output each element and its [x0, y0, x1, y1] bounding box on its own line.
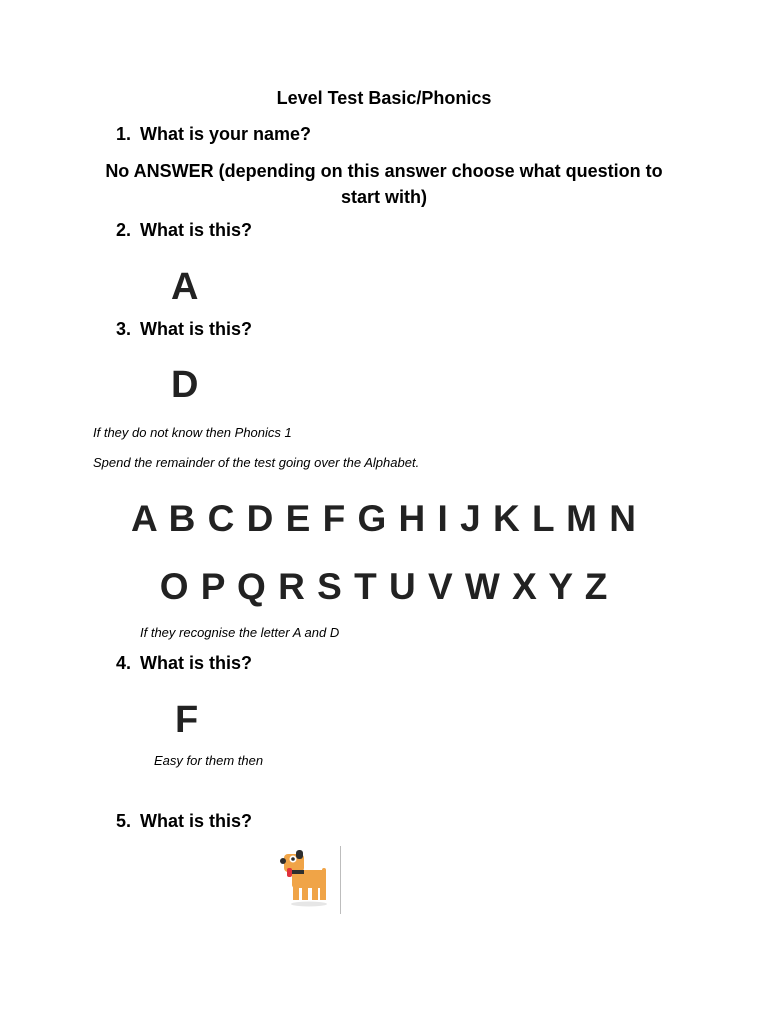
question-5-number: 5. — [116, 811, 132, 831]
question-3-number: 3. — [116, 319, 132, 339]
note-easy: Easy for them then — [154, 753, 264, 768]
question-3-text: What is this? — [140, 319, 252, 339]
alphabet-row-2: O P Q R S T U V W X Y Z — [159, 566, 609, 607]
question-3 — [116, 319, 252, 340]
document-title: Level Test Basic/Phonics — [276, 88, 492, 108]
image-divider — [340, 846, 341, 914]
question-4-text: What is this? — [140, 653, 252, 673]
question-1-text: What is your name? — [140, 124, 312, 144]
no-answer-instruction: No ANSWER (depending on this answer choose what question to start with) — [105, 161, 663, 207]
dog-icon — [278, 848, 332, 910]
question-5 — [116, 811, 252, 832]
question-5-text: What is this? — [140, 811, 252, 831]
question-1 — [116, 124, 311, 145]
question-4-number: 4. — [116, 653, 132, 673]
dog-picture — [278, 848, 332, 910]
note-alphabet-review: Spend the remainder of the test going over the Alphabet. — [93, 455, 420, 470]
question-2-text: What is this? — [140, 220, 252, 240]
question-1-number: 1. — [116, 124, 132, 144]
question-4 — [116, 653, 252, 674]
letter-f-prompt: F — [175, 699, 199, 741]
question-2-number: 2. — [116, 220, 132, 240]
letter-a-prompt: A — [171, 266, 199, 308]
note-recognise-letters: If they recognise the letter A and D — [140, 625, 340, 640]
note-phonics-1: If they do not know then Phonics 1 — [93, 425, 292, 440]
letter-d-prompt: D — [171, 364, 199, 406]
alphabet-row-1: A B C D E F G H I J K L M N — [131, 498, 637, 539]
question-2 — [116, 220, 252, 241]
